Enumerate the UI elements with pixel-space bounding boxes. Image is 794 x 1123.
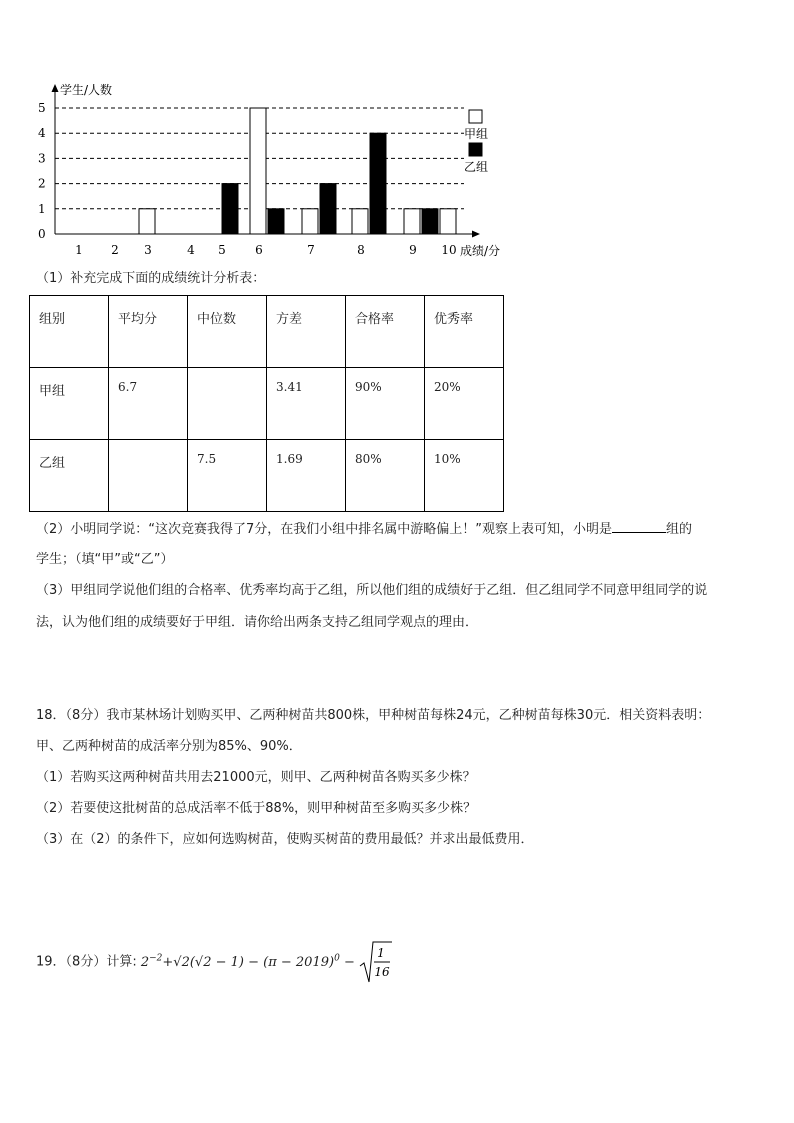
question-18-line-1: 18．（8分）我市某林场计划购买甲、乙两种树苗共800株，甲种树苗每株24元，乙种树苗每株30元．相关资料表明： bbox=[36, 708, 711, 723]
bar-yi bbox=[222, 184, 238, 234]
bar-yi bbox=[422, 209, 438, 234]
x-tick-label: 10 bbox=[441, 243, 457, 257]
table-cell: 甲组 bbox=[30, 368, 109, 440]
formula-minus: − bbox=[343, 954, 355, 970]
table-header-cell: 平均分 bbox=[109, 296, 188, 368]
x-tick-label: 7 bbox=[307, 243, 315, 257]
table-cell: 90% bbox=[346, 368, 425, 440]
formula-exponent-zero: 0 bbox=[334, 953, 340, 964]
bar-yi bbox=[268, 209, 284, 234]
table-cell bbox=[188, 368, 267, 440]
table-cell: 20% bbox=[425, 368, 504, 440]
y-tick-labels bbox=[38, 101, 46, 241]
legend-swatch-yi bbox=[469, 143, 482, 156]
table-row bbox=[30, 440, 504, 512]
x-tick-label: 5 bbox=[218, 243, 226, 257]
question-18-line-2: 甲、乙两种树苗的成活率分别为85%、90%． bbox=[36, 739, 302, 754]
bar-yi bbox=[320, 184, 336, 234]
fraction-denominator: 16 bbox=[374, 965, 390, 979]
y-tick-label: 4 bbox=[38, 126, 46, 141]
formula-middle: +√2(√2 − 1) − (π − 2019) bbox=[162, 954, 335, 970]
bar-jia bbox=[302, 209, 318, 234]
legend-label-yi: 乙组 bbox=[464, 160, 489, 174]
question-part-1: （1）补充完成下面的成绩统计分析表： bbox=[36, 271, 266, 286]
table-header-cell: 组别 bbox=[30, 296, 109, 368]
x-tick-label: 1 bbox=[75, 243, 83, 257]
table-cell: 乙组 bbox=[30, 440, 109, 512]
y-tick-label: 2 bbox=[38, 176, 46, 191]
legend-swatch-jia bbox=[469, 110, 482, 123]
question-18-part-1: （1）若购买这两种树苗共用去21000元，则甲、乙两种树苗各购买多少株？ bbox=[36, 770, 476, 785]
question-19 bbox=[36, 940, 393, 984]
question-19-formula bbox=[140, 946, 393, 979]
score-bar-chart bbox=[24, 70, 524, 265]
table-cell: 1.69 bbox=[267, 440, 346, 512]
bar-jia bbox=[139, 209, 155, 234]
question-18-part-3: （3）在（2）的条件下，应如何选购树苗，使购买树苗的费用最低？并求出最低费用． bbox=[36, 832, 534, 847]
table-cell: 80% bbox=[346, 440, 425, 512]
question-part-3-line-1: （3）甲组同学说他们组的合格率、优秀率均高于乙组，所以他们组的成绩好于乙组．但乙组同学不同意甲组同学的说 bbox=[36, 583, 708, 598]
x-axis-label: 成绩/分 bbox=[460, 244, 501, 258]
x-tick-label: 9 bbox=[409, 243, 417, 257]
x-tick-label: 3 bbox=[144, 243, 152, 257]
chart-bars bbox=[139, 108, 456, 234]
x-axis-arrow bbox=[472, 231, 480, 238]
stats-table bbox=[29, 295, 504, 512]
x-tick-label: 8 bbox=[357, 243, 365, 257]
table-header-cell: 中位数 bbox=[188, 296, 267, 368]
x-tick-label: 2 bbox=[111, 243, 119, 257]
y-tick-label: 1 bbox=[38, 201, 46, 216]
question-part-2-line-1 bbox=[36, 520, 692, 539]
bar-yi bbox=[370, 133, 386, 234]
bar-jia bbox=[352, 209, 368, 234]
formula-exponent: −2 bbox=[149, 953, 163, 964]
table-cell bbox=[109, 440, 188, 512]
table-cell: 10% bbox=[425, 440, 504, 512]
question-part-3-line-2: 法，认为他们组的成绩要好于甲组．请你给出两条支持乙组同学观点的理由． bbox=[36, 615, 479, 630]
x-tick-labels bbox=[75, 243, 456, 257]
bar-jia bbox=[404, 209, 420, 234]
table-cell: 6.7 bbox=[109, 368, 188, 440]
y-axis-arrow bbox=[52, 84, 59, 92]
sqrt-fraction bbox=[359, 940, 393, 984]
table-header-cell: 方差 bbox=[267, 296, 346, 368]
bar-jia bbox=[250, 108, 266, 234]
table-cell: 7.5 bbox=[188, 440, 267, 512]
bar-jia bbox=[440, 209, 456, 234]
question-18-part-2: （2）若要使这批树苗的总成活率不低于88%，则甲种树苗至多购买多少株？ bbox=[36, 801, 477, 816]
y-tick-label: 3 bbox=[38, 151, 46, 166]
legend-label-jia: 甲组 bbox=[464, 127, 489, 141]
answer-blank[interactable] bbox=[612, 520, 666, 533]
y-tick-label: 0 bbox=[38, 227, 46, 241]
x-tick-label: 4 bbox=[187, 243, 195, 257]
question-part-2-text: （2）小明同学说：“这次竞赛我得了7分，在我们小组中排名属中游略偏上！”观察上表可知，小明是 bbox=[36, 522, 613, 537]
table-header-cell: 合格率 bbox=[346, 296, 425, 368]
table-header-cell: 优秀率 bbox=[425, 296, 504, 368]
y-tick-label: 5 bbox=[38, 101, 46, 115]
question-part-2-suffix: 组的 bbox=[666, 522, 693, 537]
fraction-numerator: 1 bbox=[377, 946, 385, 960]
table-row bbox=[30, 368, 504, 440]
formula-base: 2 bbox=[140, 954, 150, 970]
question-19-label: 19．（8分）计算: bbox=[36, 954, 137, 970]
y-axis-label: 学生/人数 bbox=[60, 83, 113, 97]
table-header-row bbox=[30, 296, 504, 368]
question-part-2-line-2: 学生；（填“甲”或“乙”） bbox=[36, 552, 174, 567]
table-cell: 3.41 bbox=[267, 368, 346, 440]
x-tick-label: 6 bbox=[255, 243, 263, 257]
